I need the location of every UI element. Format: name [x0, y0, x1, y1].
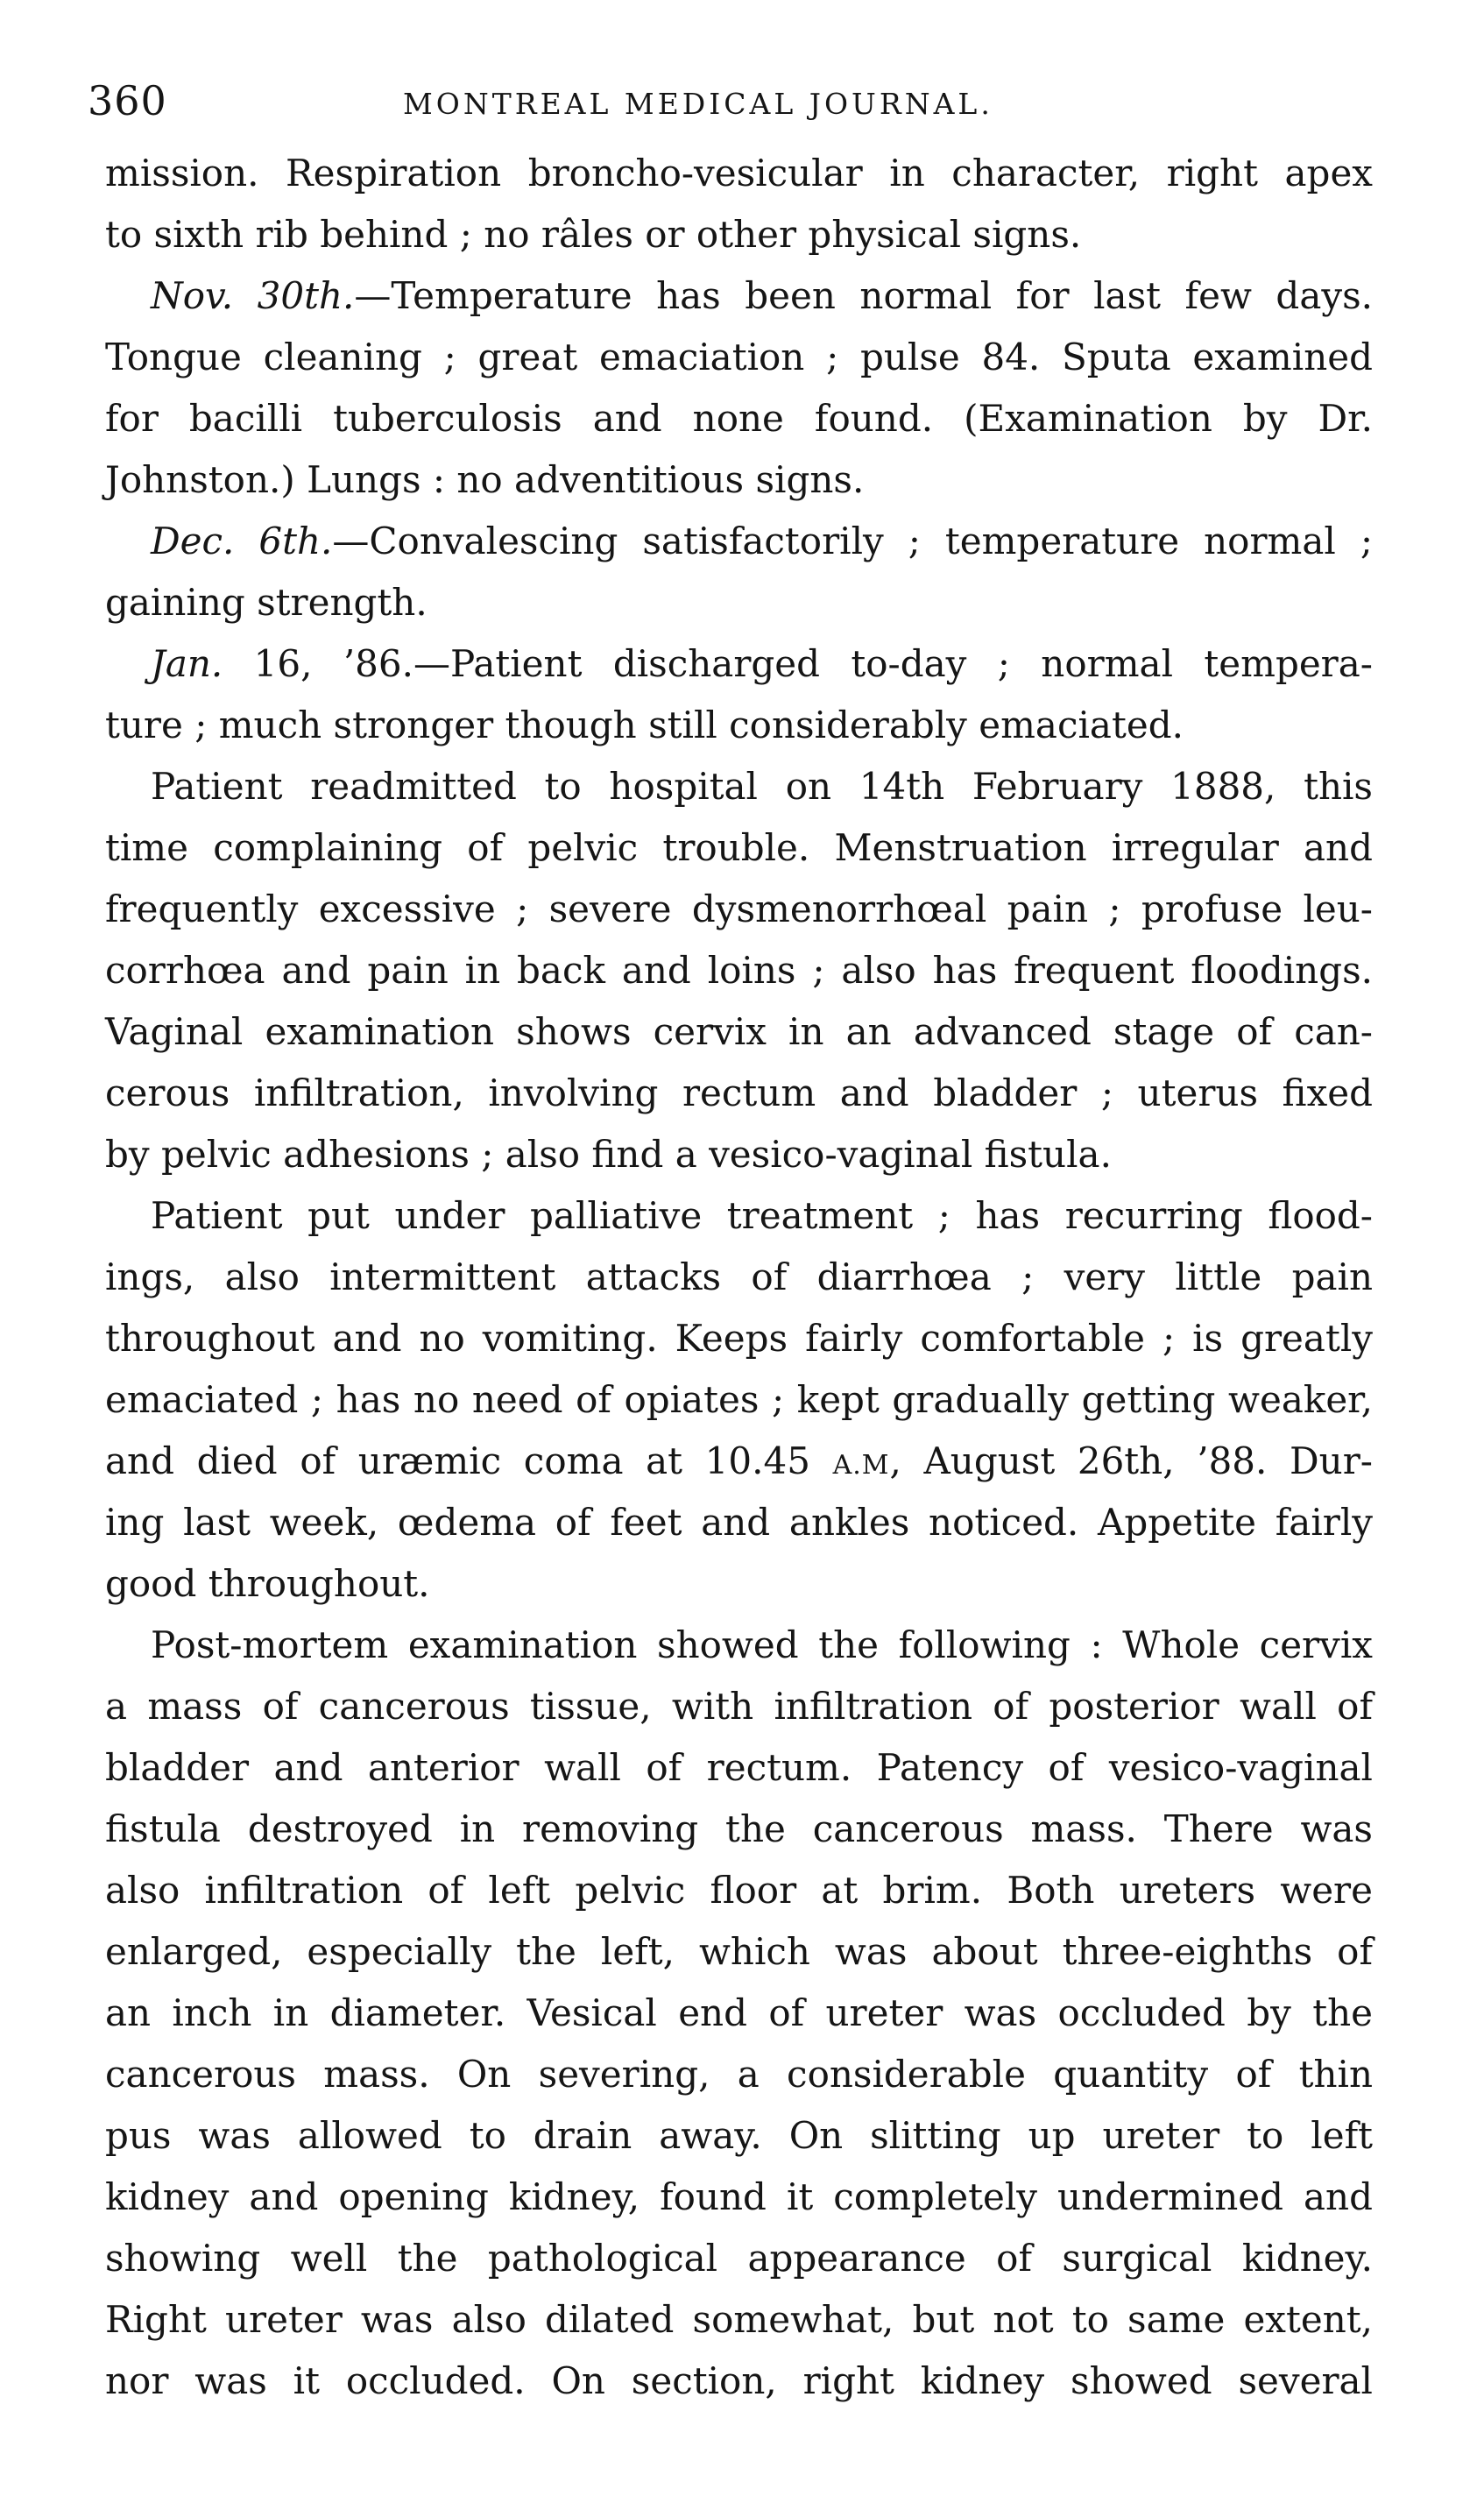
text-line: kidney and opening kidney, found it completely undermined and	[105, 2175, 1373, 2218]
text-line: good throughout.	[105, 1562, 430, 1605]
text-line: Johnston.) Lungs : no adventitious signs.	[105, 458, 865, 501]
text-line: throughout and no vomiting. Keeps fairly comfortable ; is greatly	[105, 1317, 1373, 1360]
text-line: showing well the pathological appearance of surgical kidney.	[105, 2237, 1373, 2280]
text-line: cerous infiltration, involving rectum and bladder ; uterus fixed	[105, 1071, 1373, 1114]
text-line: bladder and anterior wall of rectum. Patency of vesico-vaginal	[105, 1746, 1373, 1789]
text-line: Dec. 6th.—Convalescing satisfactorily ; temperature normal ;	[151, 520, 1373, 562]
page-header	[88, 74, 1396, 127]
entry-date: Dec. 6th.	[151, 520, 333, 562]
text-line: Patient put under palliative treatment ; has recurring flood-	[151, 1194, 1373, 1237]
text-line: Tongue cleaning ; great emaciation ; pulse 84. Sputa examined	[105, 336, 1373, 378]
text-line: Right ureter was also dilated somewhat, but not to same extent,	[105, 2298, 1373, 2341]
text-line: by pelvic adhesions ; also find a vesico-vaginal fistula.	[105, 1133, 1112, 1176]
text-line: Nov. 30th.—Temperature has been normal for last few days.	[151, 274, 1373, 317]
text-line: Vaginal examination shows cervix in an advanced stage of can-	[105, 1010, 1373, 1053]
text-line: fistula destroyed in removing the cancerous mass. There was	[105, 1807, 1373, 1850]
text-line: for bacilli tuberculosis and none found. (Examination by Dr.	[105, 397, 1373, 440]
text-line: Jan. 16, ’86.—Patient discharged to-day ; normal tempera-	[151, 642, 1373, 685]
text-line: a mass of cancerous tissue, with infiltration of posterior wall of	[105, 1685, 1373, 1728]
text-line: frequently excessive ; severe dysmenorrhœal pain ; profuse leu-	[105, 887, 1373, 930]
text-line: cancerous mass. On severing, a considerable quantity of thin	[105, 2053, 1373, 2096]
text-line: Patient readmitted to hospital on 14th February 1888, this	[151, 765, 1373, 808]
text-line: ings, also intermittent attacks of diarrhœa ; very little pain	[105, 1255, 1373, 1298]
text-line: ture ; much stronger though still considerably emaciated.	[105, 704, 1184, 746]
text-line: time complaining of pelvic trouble. Menstruation irregular and	[105, 826, 1373, 869]
text-line: corrhœa and pain in back and loins ; also has frequent floodings.	[105, 949, 1373, 992]
text-line: also infiltration of left pelvic floor at brim. Both ureters were	[105, 1869, 1373, 1912]
entry-date: Jan.	[151, 642, 223, 685]
text-line: and died of uræmic coma at 10.45 A.M, August 26th, ’88. Dur-	[105, 1439, 1373, 1482]
text-line: gaining strength.	[105, 581, 428, 624]
text-line: ing last week, œdema of feet and ankles noticed. Appetite fairly	[105, 1501, 1373, 1544]
text-line: an inch in diameter. Vesical end of ureter was occluded by the	[105, 1991, 1373, 2034]
text-line: to sixth rib behind ; no râles or other physical signs.	[105, 213, 1082, 256]
text-line: mission. Respiration broncho-vesicular in character, right apex	[105, 152, 1373, 194]
text-line: emaciated ; has no need of opiates ; kept gradually getting weaker,	[105, 1378, 1373, 1421]
page-number: 360	[88, 77, 167, 124]
text-line: nor was it occluded. On section, right kidney showed several	[105, 2359, 1373, 2402]
time-abbrev: A.M	[832, 1450, 890, 1481]
running-head: MONTREAL MEDICAL JOURNAL.	[403, 87, 993, 121]
entry-date: Nov. 30th.	[151, 274, 355, 317]
text-line: Post-mortem examination showed the following : Whole cervix	[151, 1623, 1373, 1666]
text-line: pus was allowed to drain away. On slitting up ureter to left	[105, 2114, 1373, 2157]
text-line: enlarged, especially the left, which was about three-eighths of	[105, 1930, 1373, 1973]
